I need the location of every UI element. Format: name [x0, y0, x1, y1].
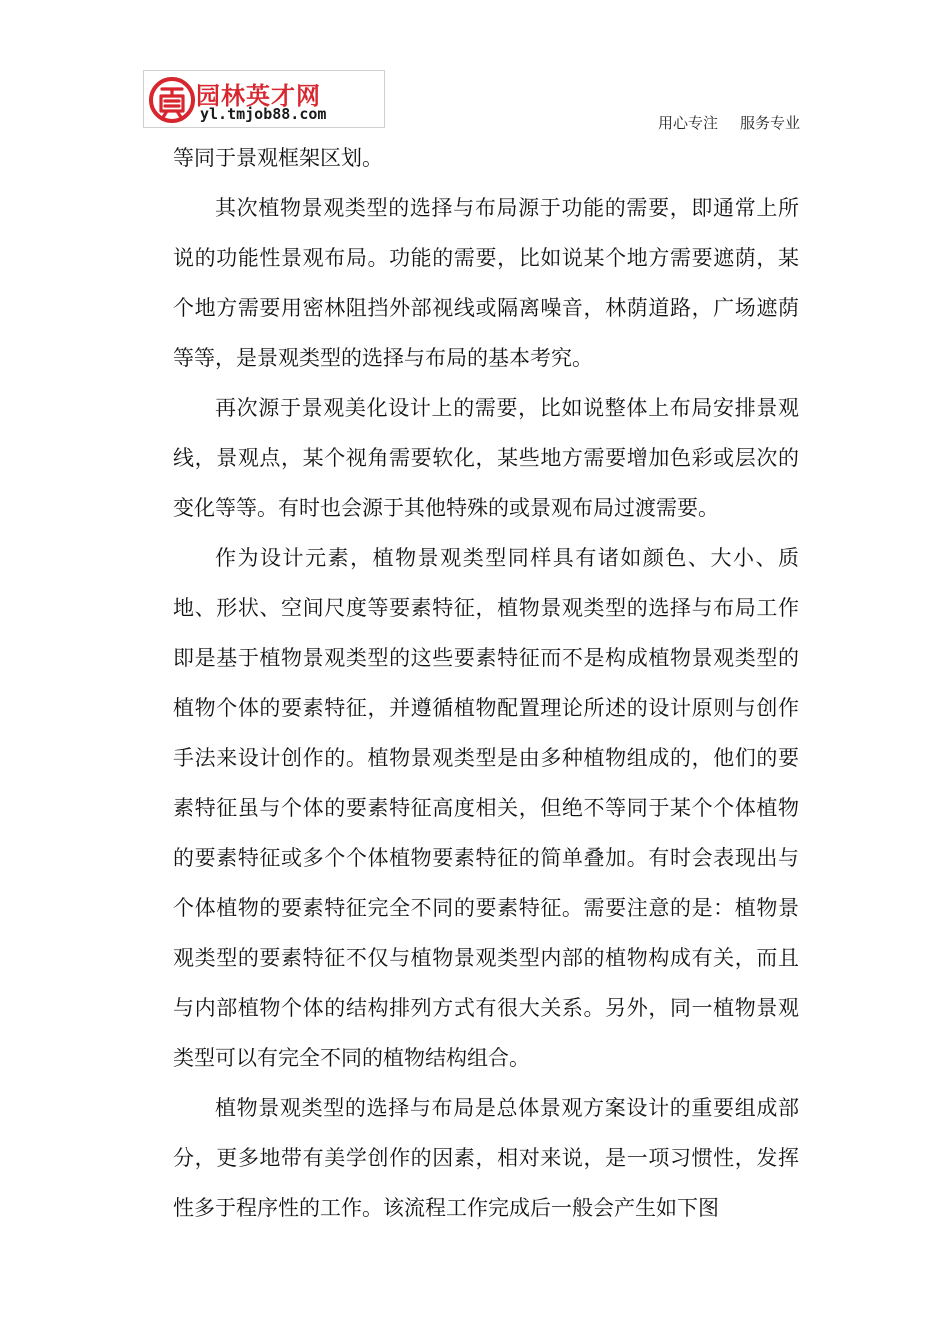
logo-site-url: yl.tmjob88.com	[200, 105, 327, 123]
paragraph: 植物景观类型的选择与布局是总体景观方案设计的重要组成部分，更多地带有美学创作的因素，相对来说，是一项习惯性，发挥性多于程序性的工作。该流程工作完成后一般会产生如下图	[173, 1096, 799, 1220]
logo-emblem-icon	[148, 75, 196, 123]
paragraph: 其次植物景观类型的选择与布局源于功能的需要，即通常上所说的功能性景观布局。功能的需要，比如说某个地方需要遮荫，某个地方需要用密林阻挡外部视线或隔离噪音，林荫道路，广场遮荫等等，是景观类型的选择与布局的基本考究。	[173, 196, 799, 370]
paragraph: 再次源于景观美化设计上的需要，比如说整体上布局安排景观线，景观点，某个视角需要软化，某些地方需要增加色彩或层次的变化等等。有时也会源于其他特殊的或景观布局过渡需要。	[173, 396, 799, 520]
slogan-left: 用心专注	[657, 114, 718, 132]
slogan-right: 服务专业	[739, 114, 800, 132]
logo-site-name: 园林英才网	[196, 82, 321, 110]
header-slogan	[658, 112, 800, 133]
paragraph: 作为设计元素，植物景观类型同样具有诸如颜色、大小、质地、形状、空间尺度等要素特征，植物景观类型的选择与布局工作即是基于植物景观类型的这些要素特征而不是构成植物景观类型的植物个体的要素特征，并遵循植物配置理论所述的设计原则与创作手法来设计创作的。植物景观类型是由多种植物组成的，他们的要素特征虽与个体的要素特征高度相关，但绝不等同于某个个体植物的要素特征或多个个体植物要素特征的简单叠加。有时会表现出与个体植物的要素特征完全不同的要素特征。需要注意的是：植物景观类型的要素特征不仅与植物景观类型内部的植物构成有关，而且与内部植物个体的结构排列方式有很大关系。另外，同一植物景观类型可以有完全不同的植物结构组合。	[173, 546, 799, 1070]
document-body	[173, 133, 799, 1233]
site-logo[interactable]	[143, 70, 385, 128]
paragraph: 等同于景观框架区划。	[173, 146, 383, 170]
page-header	[0, 0, 950, 140]
